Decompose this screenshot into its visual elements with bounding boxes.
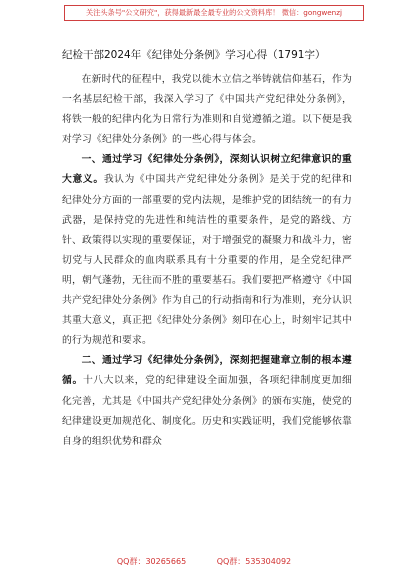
section-2-heading: 二、通过学习《纪律处分条例》，深刻把握建章立制的根本遵循。 bbox=[62, 355, 352, 387]
intro-paragraph: 在新时代的征程中，我党以徙木立信之举铸就信仰基石，作为一名基层纪检干部，我深入学习了《中国共产党纪律处分条例》，将铁一般的纪律内化为日常行为准则和自觉遵循之道。以下便是我对学习《纪律处分条例》的一些心得与体会。 bbox=[62, 74, 352, 146]
document-title: 纪检干部2024年《纪律处分条例》学习心得（1791字） bbox=[62, 49, 326, 61]
section-1-paragraph bbox=[62, 150, 352, 351]
section-1-heading: 一、通过学习《纪律处分条例》，深刻认识树立纪律意识的重大意义。 bbox=[62, 154, 352, 186]
section-2-body: 十八大以来，党的纪律建设全面加强，各项纪律制度更加细化完善，尤其是《中国共产党纪律处分条例》的颁布实施，使党的纪律建设更加规范化、制度化。历史和实践证明，我们党能够依靠自身的组织优势和群众 bbox=[62, 375, 352, 447]
header-banner: 关注头条号"公文研究"，获得最新最全最专业的公文资料库！ 微信：gongwenzj bbox=[64, 5, 364, 21]
footer-qq-group-2: QQ群：535304092 bbox=[216, 557, 292, 566]
page-footer bbox=[0, 556, 408, 567]
section-2-paragraph bbox=[62, 351, 352, 451]
document-body bbox=[62, 70, 352, 452]
section-1-body: 我认为《中国共产党纪律处分条例》是关于党的纪律和纪律处分方面的一部重要的党内法规，是维护党的团结统一的有力武器，是保持党的先进性和纯洁性的重要条件，是党的路线、方针、政策得以实现的重要保证，对于增强党的凝聚力和战斗力，密切党与人民群众的血肉联系具有十分重要的作用，是全党纪律严明，朝气蓬勃，无往而不胜的重要基石。我们要把严格遵守《中国共产党纪律处分条例》作为自己的行动指南和行为准则，充分认识其重大意义，真正把《纪律处分条例》刻印在心上，时刻牢记其中的行为规范和要求。 bbox=[62, 174, 352, 347]
footer-qq-group-1: QQ群：30265665 bbox=[116, 557, 187, 566]
